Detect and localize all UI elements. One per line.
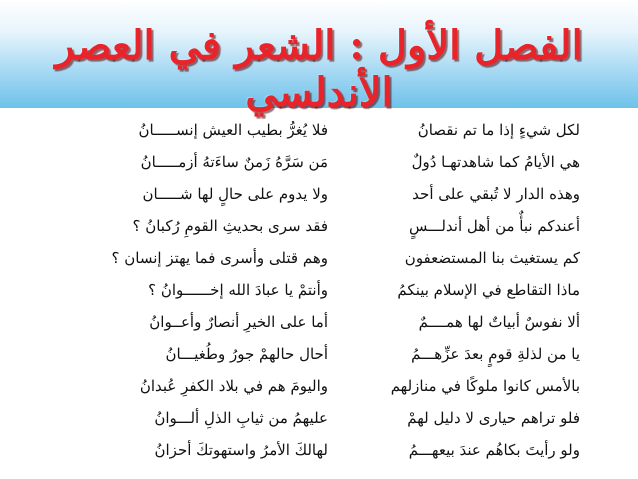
poem-line: ولو رأيتَ بكاهُم عندَ بيعهـــمُ — [408, 441, 580, 459]
title-banner — [0, 0, 638, 116]
poem-line: أحال حالهمْ جورُ وطُغيـــانُ — [165, 345, 328, 363]
poem-body — [0, 114, 638, 474]
poem-line: كم يستغيث بنا المستضعفون — [404, 249, 580, 267]
poem-line: ألا نفوسٌ أبياتٌ لها همــــمٌ — [418, 313, 580, 331]
poem-line: بالأمس كانوا ملوكًا في منازلهم — [390, 377, 580, 395]
poem-line: فلو تراهم حيارى لا دليل لهمْ — [407, 409, 580, 427]
poem-line: واليومَ هم في بلاد الكفرِ عُبدانُ — [139, 377, 328, 395]
poem-line: أعندكم نبأٌ من أهل أندلـــسٍ — [409, 217, 580, 235]
poem-line: وهذه الدار لا تُبقي على أحد — [412, 185, 580, 203]
poem-line: وأنتمْ يا عبادَ الله إخــــــوانُ ؟ — [148, 281, 328, 299]
poem-line: لهالكَ الأمرُ واستهوتكَ أحزانُ — [154, 441, 328, 459]
poem-line: أما على الخيرِ أنصارٌ وأعــوانُ — [149, 313, 328, 331]
poem-line: لكل شيءٍ إذا ما تم نقصانُ — [417, 121, 580, 139]
poem-line: ماذا التقاطع في الإسلام بينكمُ — [397, 281, 580, 299]
poem-line: فقد سرى بحديثِ القومِ رُكبانُ ؟ — [132, 217, 328, 235]
poem-line: فلا يُغرُّ بطيب العيش إنســـــانُ — [138, 121, 328, 139]
poem-line: عليهمُ من ثيابِ الذلِ ألـــوانُ — [154, 409, 328, 427]
poem-line: هي الأيامُ كما شاهدتهـا دُولٌ — [411, 153, 580, 171]
poem-line: يا من لذلةِ قومٍ بعدَ عزِّهـــمُ — [411, 345, 580, 363]
poem-line: ولا يدوم على حالٍ لها شـــــان — [142, 185, 328, 203]
poem-line: وهم قتلى وأسرى فما يهتز إنسان ؟ — [111, 249, 328, 267]
slide-title: الفصل الأول : الشعر في العصر الأندلسي — [55, 22, 583, 116]
poem-line: مَن سَرَّهُ زَمنٌ ساءَتهُ أزمـــــانُ — [140, 153, 328, 171]
